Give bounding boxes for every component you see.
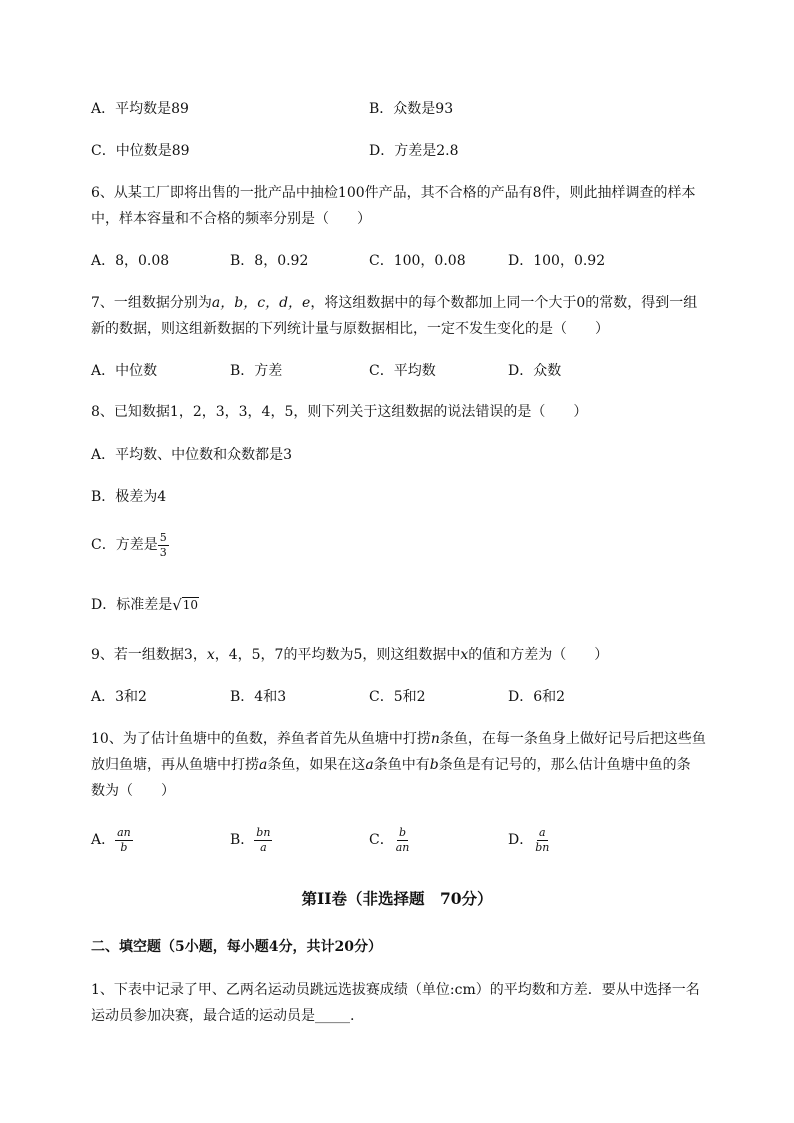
q9-option-a: A．3和2 — [91, 689, 147, 705]
q8-option-c-prefix: C．方差是 — [91, 537, 158, 553]
radical-sign: √ — [172, 596, 182, 614]
q9-stem-pre: 9、若一组数据3， — [91, 647, 207, 663]
q7-option-b: B．方差 — [230, 363, 283, 379]
option-label: A． — [91, 832, 116, 848]
fraction-denominator: an — [395, 840, 410, 854]
option-fraction — [394, 827, 412, 854]
option-fraction — [115, 827, 133, 854]
q9-stem — [91, 645, 608, 665]
q9-option-d: D．6和2 — [508, 689, 566, 705]
q10-line2-mid: 条鱼，如果在这 — [267, 757, 366, 773]
q6-stem-line2: 中，样本容量和不合格的频率分别是（ ） — [91, 211, 371, 227]
q10-line2-post: 条鱼是有记号的，那么估计鱼塘中鱼的条 — [438, 757, 691, 773]
q10-option-b — [230, 824, 272, 856]
q5-option-d: D．方差是2.8 — [369, 143, 459, 159]
q10-variable-a-2: a — [365, 757, 374, 773]
fill1-stem-line1: 1、下表中记录了甲、乙两名运动员跳远选拔赛成绩（单位:cm）的平均数和方差．要从中选择一名 — [91, 982, 700, 998]
q10-line2-pre: 放归鱼塘，再从鱼塘中打捞 — [91, 757, 259, 773]
q10-line1-post: 条鱼，在每一条鱼身上做好记号后把这些鱼 — [439, 731, 706, 747]
fraction-numerator: a — [539, 825, 546, 839]
q10-stem-line1 — [91, 729, 706, 749]
q7-option-c: C．平均数 — [369, 363, 436, 379]
q7-option-a: A．中位数 — [91, 363, 158, 379]
q9-variable-x: x — [206, 647, 215, 663]
q8-option-d — [91, 595, 199, 615]
q9-stem-mid: ，4，5，7的平均数为5，则这组数据中 — [214, 647, 461, 663]
option-fraction — [254, 827, 272, 854]
q10-variable-b: b — [429, 757, 439, 773]
option-label: D． — [508, 832, 534, 848]
q7-option-d: D．众数 — [508, 363, 562, 379]
q9-option-c: C．5和2 — [369, 689, 426, 705]
q7-stem-pre: 7、一组数据分别为 — [91, 295, 212, 311]
q8-option-a: A．平均数、中位数和众数都是3 — [91, 447, 293, 463]
q8-option-b: B．极差为4 — [91, 489, 167, 505]
q10-variable-n: n — [430, 731, 440, 747]
square-root — [172, 597, 199, 613]
q7-stem-line2: 新的数据，则这组新数据的下列统计量与原数据相比，一定不发生变化的是（ ） — [91, 321, 609, 337]
q8-option-c — [91, 530, 169, 560]
fraction-numerator: bn — [256, 825, 271, 839]
q10-line2-mid2: 条鱼中有 — [373, 757, 430, 773]
option-fraction — [533, 827, 551, 854]
section-title: 第II卷（非选择题 70分） — [301, 889, 493, 908]
q10-option-d — [508, 824, 551, 856]
q6-stem-line1: 6、从某工厂即将出售的一批产品中抽检100件产品，其不合格的产品有8件，则此抽样调查的样本 — [91, 185, 696, 201]
q6-option-a: A．8，0.08 — [91, 253, 170, 269]
q5-option-c: C．中位数是89 — [91, 143, 190, 159]
q7-stem-post: ，将这组数据中的每个数都加上同一个大于0的常数，得到一组 — [310, 295, 698, 311]
q9-stem-post: 的值和方差为（ ） — [468, 647, 609, 663]
q8-stem: 8、已知数据1，2，3，3，4，5，则下列关于这组数据的说法错误的是（ ） — [91, 404, 588, 420]
q10-option-c — [369, 824, 411, 856]
fill1-stem-line2: 运动员参加决赛，最合适的运动员是_____. — [91, 1008, 355, 1024]
q6-option-d: D．100，0.92 — [508, 253, 606, 269]
q9-variable-x-2: x — [460, 647, 469, 663]
q10-stem-line3: 数为（ ） — [91, 783, 175, 799]
q5-option-b: B．众数是93 — [369, 101, 454, 117]
q7-stem-line1 — [91, 293, 697, 313]
fraction-numerator: b — [399, 825, 407, 839]
q10-line1-pre: 10、为了估计鱼塘中的鱼数，养鱼者首先从鱼塘中打捞 — [91, 731, 431, 747]
fraction-denominator: 3 — [159, 545, 167, 559]
q8-option-c-fraction — [158, 532, 169, 559]
option-label: C． — [369, 832, 394, 848]
q6-option-c: C．100，0.08 — [369, 253, 466, 269]
fraction-denominator: bn — [535, 840, 550, 854]
q8-option-d-prefix: D．标准差是 — [91, 597, 173, 613]
option-label: B． — [230, 832, 255, 848]
q6-option-b: B．8，0.92 — [230, 253, 309, 269]
q10-stem-line2 — [91, 755, 691, 775]
fraction-denominator: b — [120, 840, 128, 854]
q7-variables: a，b，c，d，e — [211, 295, 311, 311]
q10-option-a — [91, 824, 133, 856]
fraction-denominator: a — [260, 840, 267, 854]
fraction-numerator: 5 — [159, 530, 167, 544]
fraction-numerator: an — [117, 825, 131, 839]
radicand: 10 — [182, 598, 199, 612]
q5-option-a: A．平均数是89 — [91, 101, 189, 117]
q9-option-b: B．4和3 — [230, 689, 287, 705]
section-heading: 二、填空题（5小题，每小题4分，共计20分） — [91, 939, 382, 955]
q10-variable-a: a — [259, 757, 268, 773]
